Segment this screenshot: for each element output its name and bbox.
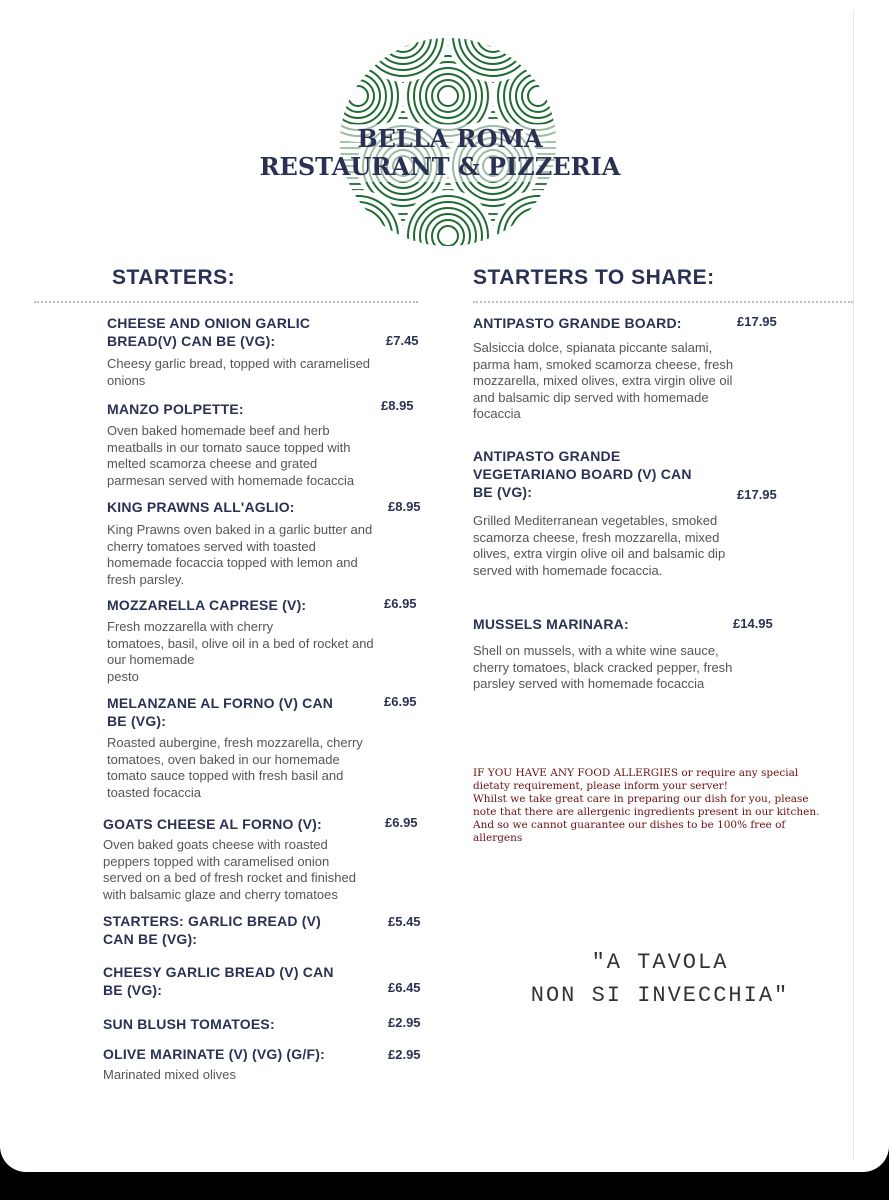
menu-item-price: £17.95 xyxy=(737,487,777,502)
menu-item-name: MOZZARELLA CAPRESE (V): xyxy=(107,597,307,613)
italian-quote: "A TAVOLA NON SI INVECCHIA" xyxy=(530,950,790,1008)
menu-item-price: £6.45 xyxy=(388,980,421,995)
menu-item-description: Grilled Mediterranean vegetables, smoked scamorza cheese, fresh mozzarella, mixed olives, extra virgin olive oil and balsamic dip served with homemade focaccia. xyxy=(473,513,726,578)
menu-item-name: CHEESE AND ONION GARLIC BREAD(V) CAN BE (VG): xyxy=(107,315,311,349)
menu-item-description: Fresh mozzarella with cherry tomatoes, basil, olive oil in a bed of rocket and our homemade pesto xyxy=(107,619,374,684)
menu-item-price: £2.95 xyxy=(388,1015,421,1030)
menu-item-price: £8.95 xyxy=(381,398,414,413)
menu-item-name: OLIVE MARINATE (V) (VG) (G/F): xyxy=(103,1046,325,1062)
page-edge xyxy=(853,10,854,1160)
menu-item-price: £2.95 xyxy=(388,1047,421,1062)
menu-item-price: £5.45 xyxy=(388,914,421,929)
menu-item-description: Salsiccia dolce, spianata piccante salami, parma ham, smoked scamorza cheese, fresh mozzarella, mixed olives, extra virgin olive oil and balsamic dip served with homemade focaccia xyxy=(473,340,734,421)
menu-item-name: MANZO POLPETTE: xyxy=(107,401,244,417)
menu-item-description: Cheesy garlic bread, topped with caramelised onions xyxy=(107,356,371,388)
starters-to-share-heading: STARTERS TO SHARE: xyxy=(473,266,715,289)
menu-item-name: SUN BLUSH TOMATOES: xyxy=(103,1016,275,1032)
menu-item-description: Shell on mussels, with a white wine sauce, cherry tomatoes, black cracked pepper, fresh parsley served with homemade focaccia xyxy=(473,643,733,691)
divider xyxy=(473,301,853,303)
menu-item-description: Oven baked homemade beef and herb meatballs in our tomato sauce topped with melted scamorza cheese and grated parmesan served with homemade focaccia xyxy=(107,423,355,488)
menu-item-description: Oven baked goats cheese with roasted peppers topped with caramelised onion served on a bed of fresh rocket and finished with balsamic glaze and cherry tomatoes xyxy=(103,837,356,902)
menu-item-price: £14.95 xyxy=(733,616,773,631)
menu-item-price: £7.45 xyxy=(386,333,419,348)
menu-item-name: ANTIPASTO GRANDE BOARD: xyxy=(473,315,682,331)
restaurant-name: BELLA ROMA xyxy=(357,124,543,153)
restaurant-subtitle: RESTAURANT & PIZZERIA xyxy=(259,152,621,181)
menu-item-name: ANTIPASTO GRANDE VEGETARIANO BOARD (V) CAN BE (VG): xyxy=(473,448,692,500)
menu-item-price: £6.95 xyxy=(384,596,417,611)
divider xyxy=(34,301,418,303)
menu-item-price: £8.95 xyxy=(388,499,421,514)
menu-item-name: MUSSELS MARINARA: xyxy=(473,616,629,632)
menu-item-description: King Prawns oven baked in a garlic butter and cherry tomatoes served with toasted homemade focaccia topped with lemon and fresh parsley. xyxy=(107,522,373,587)
menu-item-description: Roasted aubergine, fresh mozzarella, cherry tomatoes, oven baked in our homemade tomato sauce topped with fresh basil and toasted focaccia xyxy=(107,735,363,800)
starters-heading: STARTERS: xyxy=(112,266,236,289)
menu-item-description: Marinated mixed olives xyxy=(103,1067,236,1082)
menu-item-name: STARTERS: GARLIC BREAD (V) CAN BE (VG): xyxy=(103,913,322,947)
menu-item-name: GOATS CHEESE AL FORNO (V): xyxy=(103,816,322,832)
menu-item-price: £6.95 xyxy=(385,815,418,830)
menu-item-price: £17.95 xyxy=(737,314,777,329)
menu-item-name: CHEESY GARLIC BREAD (V) CAN BE (VG): xyxy=(103,964,334,998)
menu-item-name: KING PRAWNS ALL'AGLIO: xyxy=(107,499,295,515)
menu-item-name: MELANZANE AL FORNO (V) CAN BE (VG): xyxy=(107,695,334,729)
allergy-notice: IF YOU HAVE ANY FOOD ALLERGIES or require any special dietaty requirement, please inform your server! Whilst we take great care in preparing our dish for you, please note that there are allergenic ingredients present in our kitchen. And so we cannot guarantee our dishes to be 100% free of allergens xyxy=(473,767,820,844)
menu-item-price: £6.95 xyxy=(384,694,417,709)
